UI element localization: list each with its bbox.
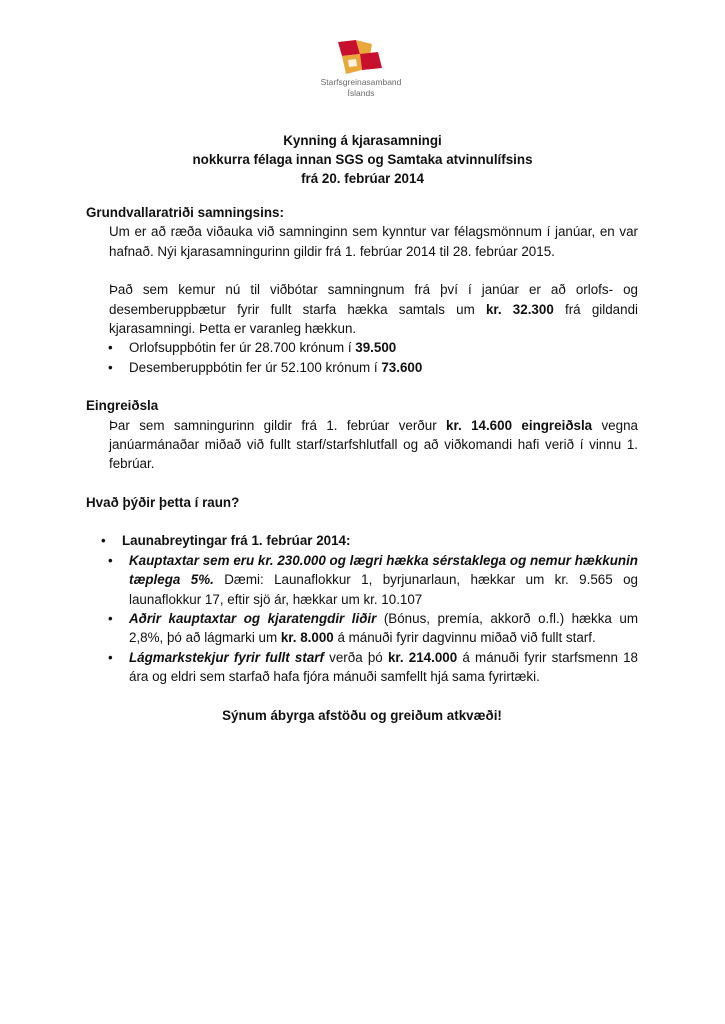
principles-paragraph-2 [86,280,638,338]
section-heading-principles: Grundvallaratriði samningsins: [86,205,284,220]
list-item: • Kauptaxtar sem eru kr. 230.000 og lægri hækka sérstaklega og nemur hækkunin tæplega 5%. Dæmi: Launaflokkur 1, byrjunarlaun, hækkar um kr. 9.565 og launaflokkur 17, eftir sjö ár, hækkar um kr. 10.107 [86,551,638,609]
list-item: • Aðrir kauptaxtar og kjaratengdir liðir (Bónus, premía, akkorð o.fl.) hækka um 2,8%, þó að lágmarki um kr. 8.000 á mánuði fyrir dagvinnu miðað við fullt starf. [86,609,638,648]
title-line-1: Kynning á kjarasamningi [283,133,442,148]
bonus-list [86,338,638,377]
list-item: • Orlofsuppbótin fer úr 28.700 krónum í 39.500 [86,338,638,357]
p2-text-a: Það sem kemur nú til viðbótar samningnum frá því í janúar er að orlofs- og desemberuppbætur fyrir fullt starfa hækka samtals um [109,282,638,317]
logo-text-line1: Starfsgreinasamband [320,77,402,87]
closing-statement: Sýnum ábyrga afstöðu og greiðum atkvæði! [222,707,502,723]
sgs-logo [306,40,416,98]
title-line-3: frá 20. febrúar 2014 [301,171,424,186]
list-item: • Lágmarkstekjur fyrir fullt starf verða þó kr. 214.000 á mánuði fyrir starfsmenn 18 ára og eldri sem starfað hafa fjóra mánuði samfellt hjá sama fyrirtæki. [86,648,638,687]
document-title [0,131,725,188]
lump-sum-paragraph: Þar sem samningurinn gildir frá 1. febrúar verður kr. 14.600 eingreiðsla vegna janúarmánaðar miðað við fullt starf/starfshlutfall og að viðkomandi hafi verið í vinnu 1. febrúar. [109,417,638,472]
list-item: • Launabreytingar frá 1. febrúar 2014: [86,531,638,550]
document-body [86,203,638,725]
wage-changes-sublist [86,551,638,687]
section-heading-lump-sum: Eingreiðsla [86,398,159,414]
p2-amount: kr. 32.300 [485,301,554,317]
list-item: • Desemberuppbótin fer úr 52.100 krónum í 73.600 [86,358,638,377]
logo-text-line2: Íslands [347,88,375,98]
title-line-2: nokkurra félaga innan SGS og Samtaka atvinnulífsins [192,152,533,167]
section-heading-meaning: Hvað þýðir þetta í raun? [86,494,240,510]
principles-paragraph-1: Um er að ræða viðauka við samninginn sem kynntur var félagsmönnum í janúar, en var hafnað. Nýi kjarasamningurinn gildir frá 1. febrúar 2014 til 28. febrúar 2015. [109,224,638,259]
wage-changes-list [86,531,638,550]
sgs-logo-mark-icon [326,40,396,76]
p2-text-c: frá gildandi kjarasamningi. Þetta er varanleg hækkun. [109,301,638,337]
